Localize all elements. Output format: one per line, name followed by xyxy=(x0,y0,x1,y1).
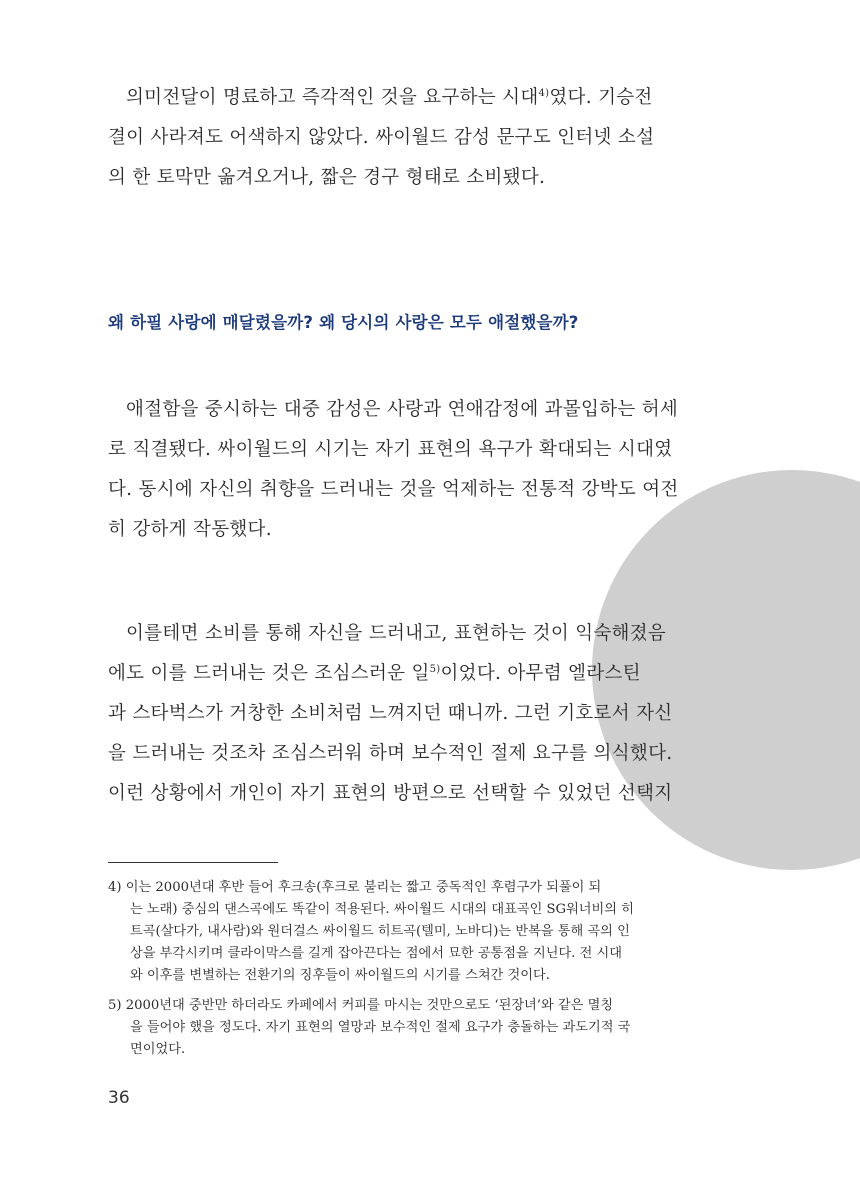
footnote-divider xyxy=(108,862,278,863)
footnote-5 xyxy=(108,995,748,1061)
footnote-4-line-5: 와 이후를 변별하는 전환기의 징후들이 싸이월드의 시기를 스쳐간 것이다. xyxy=(130,968,550,983)
footnote-4-line-3: 트곡(살다가, 내사람)와 원더걸스 싸이월드 히트곡(텔미, 노바디)는 반복을 통해 곡의 인 xyxy=(130,924,630,939)
footnote-5-line-3: 면이었다. xyxy=(130,1042,186,1057)
paragraph-1-line-2: 결이 사라져도 어색하지 않았다. 싸이월드 감성 문구도 인터넷 소설 xyxy=(108,127,655,148)
paragraph-1-line-1: 의미전달이 명료하고 즉각적인 것을 요구하는 시대$^{4)}$였다. 기승전 xyxy=(126,87,653,108)
paragraph-2 xyxy=(108,390,748,550)
paragraph-2-line-1: 애절함을 중시하는 대중 감성은 사랑과 연애감정에 과몰입하는 허세 xyxy=(126,399,679,420)
footnote-5-number: 5) xyxy=(108,998,122,1013)
paragraph-2-line-2: 로 직결됐다. 싸이월드의 시기는 자기 표현의 욕구가 확대되는 시대였 xyxy=(108,439,673,460)
footnote-4-line-2: 는 노래) 중심의 댄스곡에도 똑같이 적용된다. 싸이월드 시대의 대표곡인 SG워너비의 히 xyxy=(130,902,634,917)
footnote-4-number: 4) xyxy=(108,880,122,895)
footnote-5-line-1: 5) 2000년대 중반만 하더라도 카페에서 커피를 마시는 것만으로도 ‘된장녀’와 같은 멸칭 xyxy=(108,998,614,1013)
footnote-5-line-2: 을 들어야 했을 정도다. 자기 표현의 열망과 보수적인 절제 요구가 충돌하는 과도기적 국 xyxy=(130,1020,631,1035)
page-number: 36 xyxy=(108,1088,130,1108)
paragraph-3-line-3: 과 스타벅스가 거창한 소비처럼 느껴지던 때니까. 그런 기호로서 자신 xyxy=(108,703,673,724)
paragraph-3-line-4: 을 드러내는 것조차 조심스러워 하며 보수적인 절제 요구를 의식했다. xyxy=(108,743,673,764)
footnote-4-line-1: 4) 이는 2000년대 후반 들어 후크송(후크로 불리는 짧고 중독적인 후렴구가 되풀이 되 xyxy=(108,880,602,895)
footnote-4 xyxy=(108,877,748,987)
footnote-ref-4[interactable]: 4) xyxy=(538,87,550,99)
paragraph-1-line-3: 의 한 토막만 옮겨오거나, 짧은 경구 형태로 소비됐다. xyxy=(108,167,546,188)
footnote-4-line-4: 상을 부각시키며 클라이막스를 길게 잡아끈다는 점에서 묘한 공통점을 지닌다. 전 시대 xyxy=(130,946,622,961)
section-heading: 왜 하필 사랑에 매달렸을까? 왜 당시의 사랑은 모두 애절했을까? xyxy=(108,313,579,332)
paragraph-3-line-1: 이를테면 소비를 통해 자신을 드러내고, 표현하는 것이 익숙해졌음 xyxy=(126,623,667,644)
paragraph-2-line-3: 다. 동시에 자신의 취향을 드러내는 것을 억제하는 전통적 강박도 여전 xyxy=(108,479,679,500)
paragraph-1 xyxy=(108,78,748,198)
footnote-ref-5[interactable]: 5) xyxy=(429,663,441,675)
paragraph-3-line-2: 에도 이를 드러내는 것은 조심스러운 일$^{5)}$이었다. 아무렴 엘라스틴 xyxy=(108,663,641,684)
paragraph-3-line-5: 이런 상황에서 개인이 자기 표현의 방편으로 선택할 수 있었던 선택지 xyxy=(108,783,673,804)
paragraph-2-line-4: 히 강하게 작동했다. xyxy=(108,519,272,540)
paragraph-3 xyxy=(108,614,748,814)
